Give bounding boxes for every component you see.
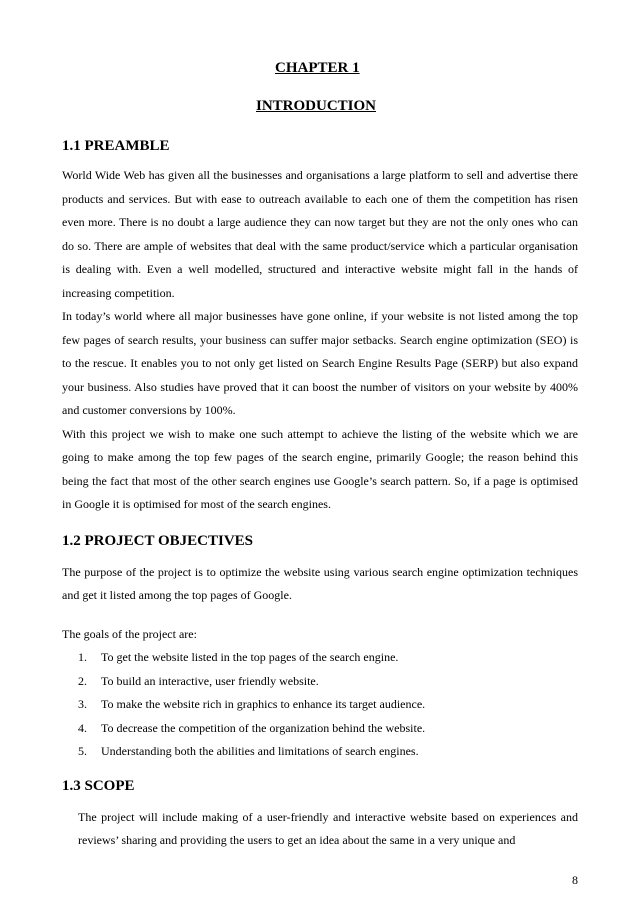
goal-number: 4.	[78, 720, 87, 735]
goal-text: To make the website rich in graphics to enhance its target audience.	[101, 697, 426, 711]
goal-number: 3.	[78, 697, 87, 711]
list-item	[78, 646, 578, 670]
goal-text: To decrease the competition of the organization behind the website.	[101, 720, 426, 735]
goal-number: 2.	[78, 673, 87, 688]
objectives-paragraph: The purpose of the project is to optimize the website using various search engine optimization techniques and get it listed among the top pages of Google.	[62, 564, 578, 602]
preamble-body	[62, 164, 578, 517]
goals-list	[62, 646, 578, 764]
preamble-paragraph-3: With this project we wish to make one such attempt to achieve the listing of the website which we are going to make among the top few pages of the search engine, primarily Google; the reason behind this being the fact that most of the other search engines use Google’s search pattern. So, if a page is optimised in Google it is optimised for most of the search engines.	[62, 426, 578, 511]
page-number: 8	[572, 873, 578, 887]
list-item	[78, 717, 578, 741]
preamble-paragraph-1: World Wide Web has given all the businesses and organisations a large platform to sell and advertise there products and services. But with ease to outreach available to each one of them the competition has risen even more. There is no doubt a large audience they can now target but they are not the only ones who can do so. There are ample of websites that deal with the same product/service which a particular organisation is dealing with. Even a well modelled, structured and interactive website might fall in the hands of increasing competition.	[62, 168, 578, 300]
scope-heading: 1.3 SCOPE	[62, 777, 135, 794]
list-item	[78, 740, 578, 764]
scope-paragraph: The project will include making of a user-friendly and interactive website based on experiences and reviews’ sharing and providing the users to get an idea about the same in a very unique and	[78, 809, 578, 847]
goals-intro: The goals of the project are:	[62, 626, 197, 641]
preamble-heading: 1.1 PREAMBLE	[62, 138, 170, 154]
list-item	[78, 693, 578, 717]
objectives-heading: 1.2 PROJECT OBJECTIVES	[62, 532, 254, 549]
goal-text: To build an interactive, user friendly website.	[101, 673, 319, 688]
goal-text: Understanding both the abilities and limitations of search engines.	[101, 744, 419, 758]
preamble-paragraph-2: In today’s world where all major businesses have gone online, if your website is not listed among the top few pages of search results, your business can suffer major setbacks. Search engine optimization (SEO) is to the rescue. It enables you to not only get listed on Search Engine Results Page (SERP) but also expand your business. Also studies have proved that it can boost the number of visitors on your website by 400% and customer conversions by 100%.	[62, 309, 578, 417]
chapter-label: CHAPTER 1	[275, 60, 360, 76]
goal-number: 5.	[78, 744, 87, 758]
goal-text: To get the website listed in the top pages of the search engine.	[101, 650, 399, 664]
document-page	[62, 58, 578, 853]
chapter-title: INTRODUCTION	[256, 98, 377, 114]
goal-number: 1.	[78, 650, 87, 664]
list-item	[78, 670, 578, 694]
